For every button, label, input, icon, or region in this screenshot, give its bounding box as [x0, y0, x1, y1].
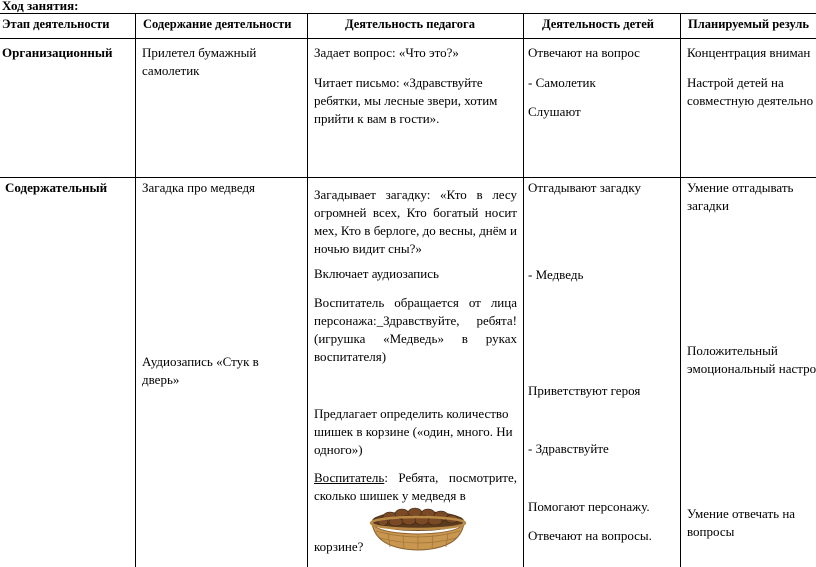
row1-result-focus: Концентрация вниман — [687, 45, 811, 60]
row2-teacher-look — [314, 469, 517, 505]
row2-children-help: Помогают персонажу. — [528, 499, 650, 514]
row2-children-greet: Приветствуют героя — [528, 383, 641, 398]
row2-content-riddle: Загадка про медведя — [142, 180, 256, 195]
header-stage: Этап деятельности — [2, 17, 110, 31]
row2-teacher-character: Воспитатель обращается от лица персонажа:_Здравствуйте, ребята! (игрушка «Медведь» в руках воспитателя) — [314, 295, 517, 364]
header-children: Деятельность детей — [542, 17, 655, 31]
row1-children-answer: Отвечают на вопрос — [528, 45, 640, 60]
pinecone-basket-image — [368, 505, 468, 553]
row1-stage: Организационный — [2, 45, 113, 60]
row2-teacher-riddle: Загадывает загадку: «Кто в лесу огромней всех, Кто богатый носит мех, Кто в берлоге, до весны, днём и ночью видит сны?» — [314, 187, 517, 256]
row1-content: Прилетел бумажный самолетик — [142, 45, 257, 78]
row2-result-riddles: Умение отгадывать загадки — [687, 180, 794, 213]
row1-teacher-question: Задает вопрос: «Что это?» — [314, 45, 459, 60]
row2-teacher-audio: Включает аудиозапись — [314, 266, 439, 281]
header-content: Содержание деятельности — [143, 17, 292, 31]
row2-children-bear: - Медведь — [528, 267, 584, 282]
row2-children-hello: - Здравствуйте — [528, 441, 609, 456]
header-result: Планируемый резуль — [688, 17, 810, 31]
header-teacher: Деятельность педагога — [345, 17, 475, 31]
row2-result-answer: Умение отвечать на вопросы — [687, 506, 796, 539]
page-title: Ход занятия: — [2, 0, 79, 13]
teacher-label: Воспитатель — [314, 470, 385, 485]
row2-teacher-basket-question: корзине? — [314, 539, 364, 554]
row1-children-plane: - Самолетик — [528, 75, 596, 90]
row2-teacher-count: Предлагает определить количество шишек в корзине («один, много. Ни одного») — [314, 406, 513, 457]
row1-teacher-letter: Читает письмо: «Здравствуйте ребятки, мы лесные звери, хотим прийти к вам в гости». — [314, 75, 498, 126]
row2-stage: Содержательный — [5, 180, 108, 195]
row2-result-emotion: Положительный эмоциональный настро — [687, 343, 816, 376]
teacher-look-text: : Ребята, посмотрите, сколько шишек у медведя в — [314, 470, 517, 503]
row2-children-guess: Отгадывают загадку — [528, 180, 641, 195]
row1-result-mood: Настрой детей на совместную деятельно — [687, 75, 814, 108]
row2-children-answers: Отвечают на вопросы. — [528, 528, 652, 543]
row2-content-audio: Аудиозапись «Стук в дверь» — [142, 354, 259, 387]
row1-children-listen: Слушают — [528, 104, 581, 119]
